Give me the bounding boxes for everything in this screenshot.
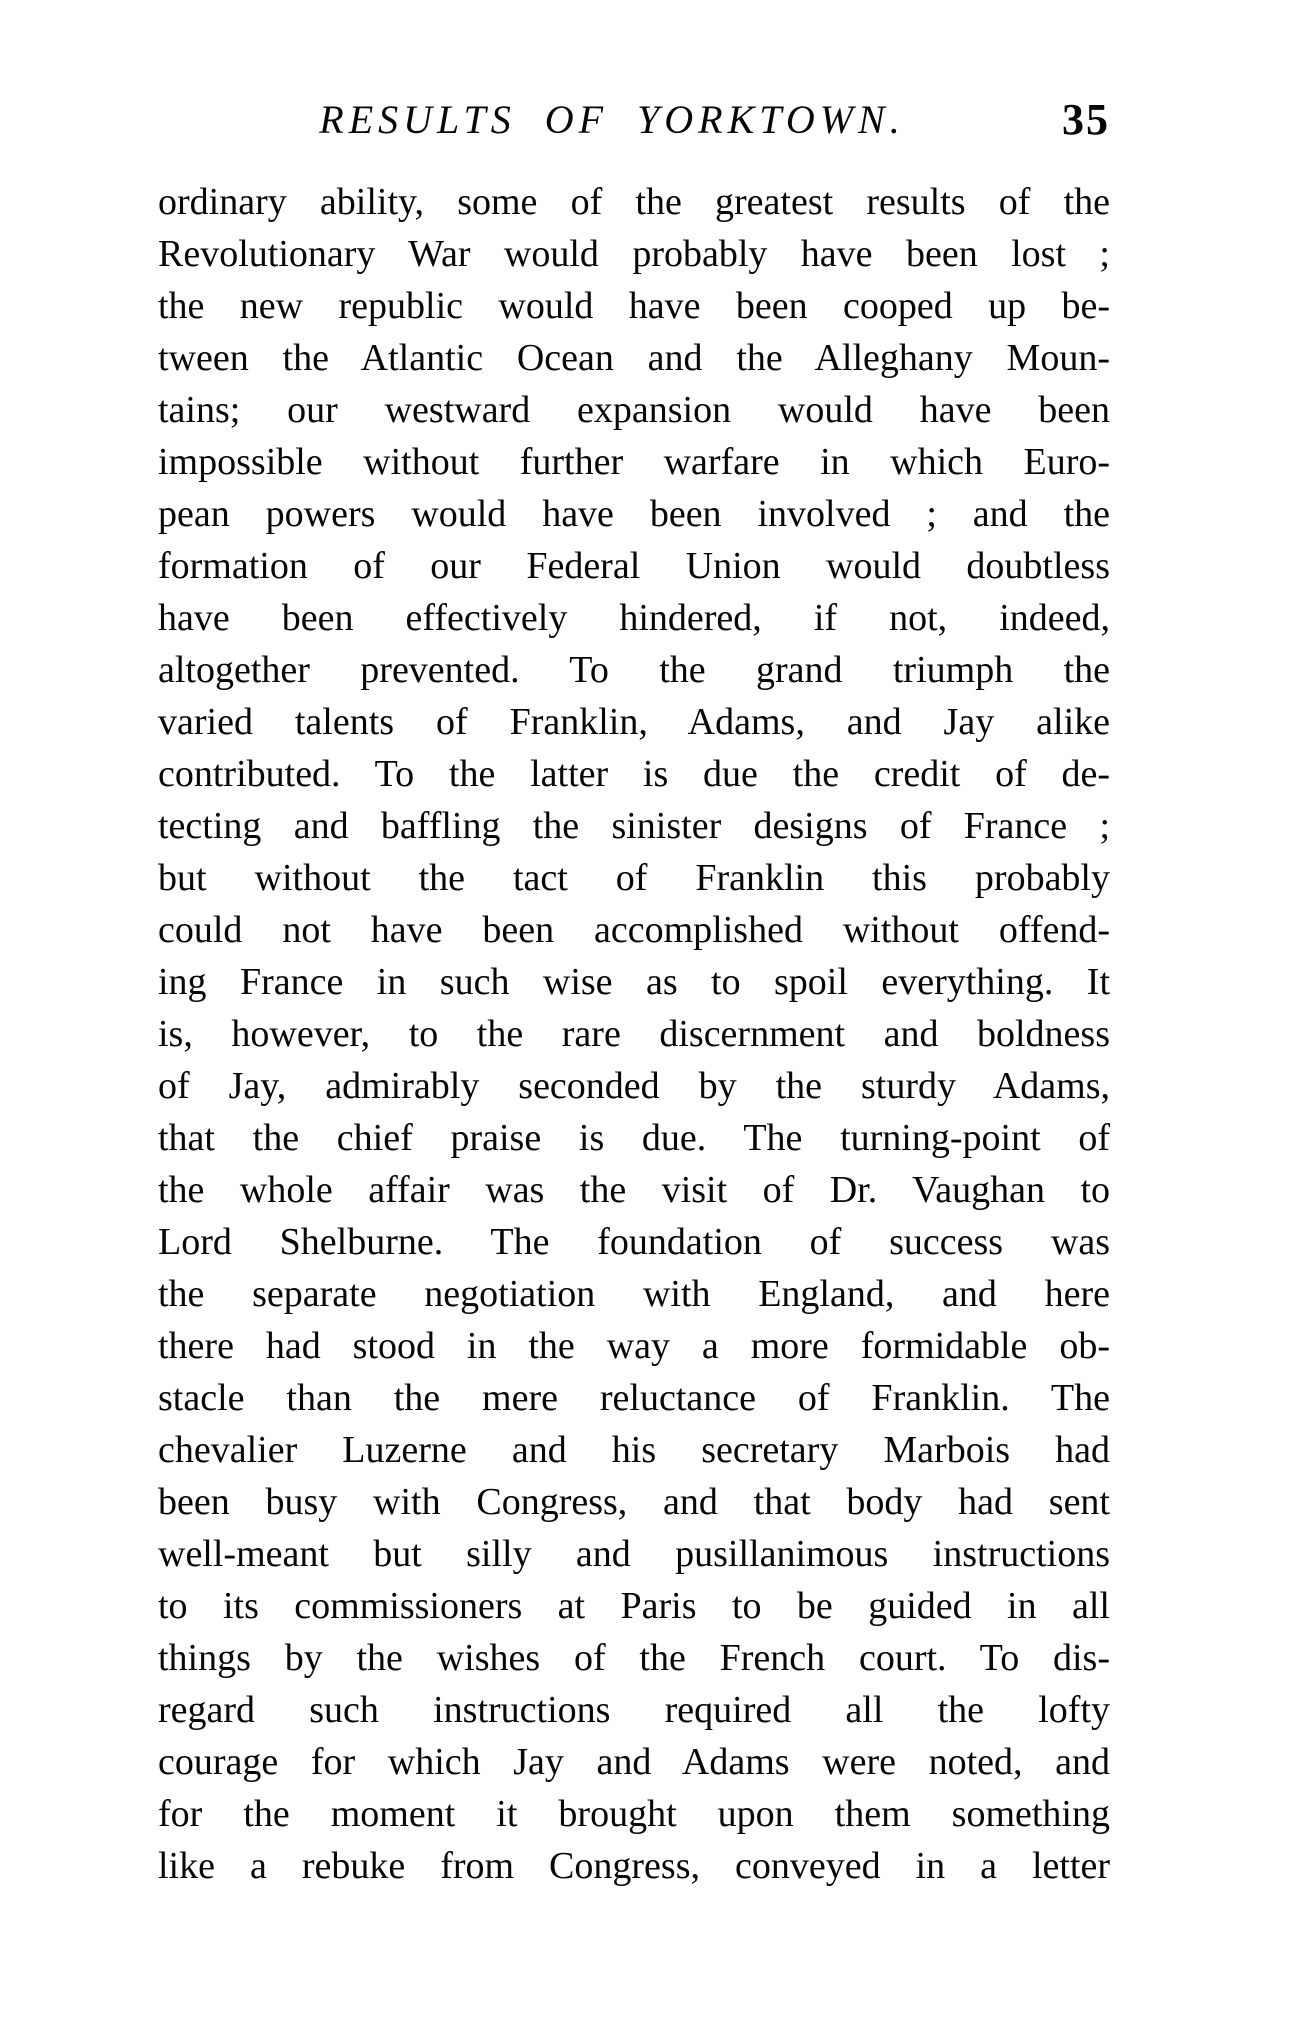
- text-line: chevalier Luzerne and his secretary Marbois had: [158, 1429, 1110, 1471]
- text-line: Revolutionary War would probably have been lost ;: [158, 233, 1110, 275]
- text-line: been busy with Congress, and that body had sent: [158, 1481, 1110, 1523]
- text-line: the new republic would have been cooped up be-: [158, 285, 1110, 327]
- page-number: 35: [1062, 95, 1110, 144]
- running-header: [158, 92, 1110, 148]
- text-line: courage for which Jay and Adams were noted, and: [158, 1741, 1110, 1783]
- page-text: [158, 176, 1110, 1892]
- text-line: to its commissioners at Paris to be guided in all: [158, 1585, 1110, 1627]
- text-line: altogether prevented. To the grand triumph the: [158, 649, 1110, 691]
- text-line: there had stood in the way a more formidable ob-: [158, 1325, 1110, 1367]
- text-line: stacle than the mere reluctance of Franklin. The: [158, 1377, 1110, 1419]
- text-line: the whole affair was the visit of Dr. Vaughan to: [158, 1169, 1110, 1211]
- text-line: ordinary ability, some of the greatest results of the: [158, 181, 1110, 223]
- text-line: pean powers would have been involved ; and the: [158, 493, 1110, 535]
- text-line: of Jay, admirably seconded by the sturdy Adams,: [158, 1065, 1110, 1107]
- text-line: formation of our Federal Union would doubtless: [158, 545, 1110, 587]
- text-line: tecting and baffling the sinister designs of France ;: [158, 805, 1110, 847]
- text-line: things by the wishes of the French court. To dis-: [158, 1637, 1110, 1679]
- text-line: like a rebuke from Congress, conveyed in a letter: [158, 1845, 1110, 1887]
- text-line: contributed. To the latter is due the credit of de-: [158, 753, 1110, 795]
- text-line: could not have been accomplished without offend-: [158, 909, 1110, 951]
- text-line: varied talents of Franklin, Adams, and Jay alike: [158, 701, 1110, 743]
- text-line: tains; our westward expansion would have been: [158, 389, 1110, 431]
- text-line: the separate negotiation with England, and here: [158, 1273, 1110, 1315]
- text-line: that the chief praise is due. The turning-point of: [158, 1117, 1110, 1159]
- text-line: Lord Shelburne. The foundation of success was: [158, 1221, 1110, 1263]
- text-line: ing France in such wise as to spoil everything. It: [158, 961, 1110, 1003]
- text-line: have been effectively hindered, if not, indeed,: [158, 597, 1110, 639]
- text-line: is, however, to the rare discernment and boldness: [158, 1013, 1110, 1055]
- text-line: tween the Atlantic Ocean and the Alleghany Moun-: [158, 337, 1110, 379]
- running-header-title: RESULTS OF YORKTOWN.: [319, 97, 905, 142]
- text-line: impossible without further warfare in which Euro-: [158, 441, 1110, 483]
- text-line: well-meant but silly and pusillanimous instructions: [158, 1533, 1110, 1575]
- text-line: regard such instructions required all the lofty: [158, 1689, 1110, 1731]
- text-line: but without the tact of Franklin this probably: [158, 857, 1110, 899]
- text-line: for the moment it brought upon them something: [158, 1793, 1110, 1835]
